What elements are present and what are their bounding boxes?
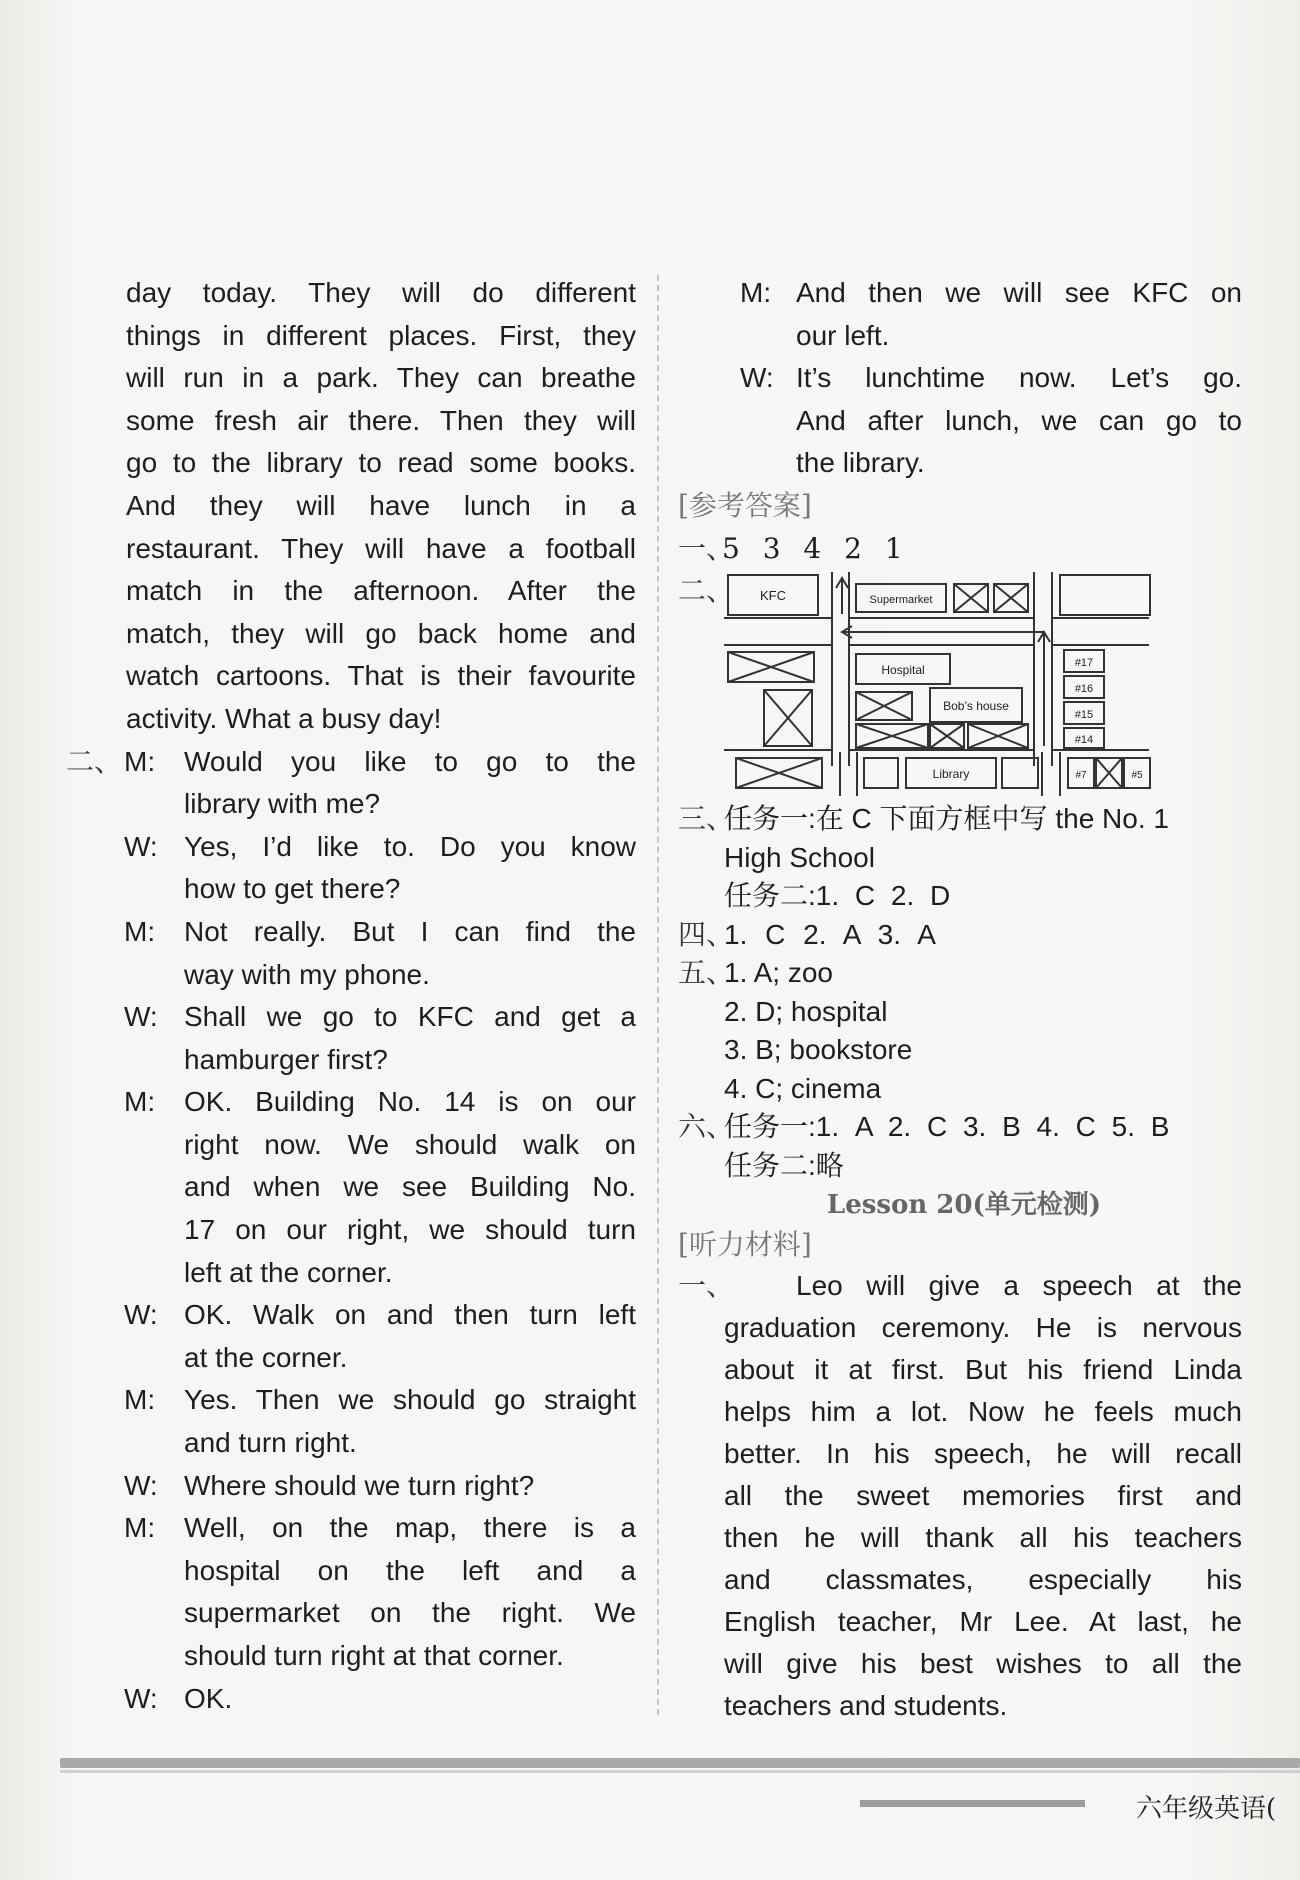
speaker-label (124, 954, 184, 997)
dialog-text: Where should we turn right? (184, 1469, 535, 1501)
dialog-text: 17 on our right, we should turn (184, 1214, 636, 1246)
speaker-label (124, 1337, 184, 1380)
text-line: And they will have lunch in a (126, 489, 636, 521)
section-marker (66, 1209, 124, 1252)
dialog-line (740, 400, 1242, 443)
dialog-line (66, 783, 636, 826)
answer-5-item: 2. D; hospital (724, 995, 888, 1027)
text-line: day today. They will do different (126, 277, 636, 308)
right-column (678, 272, 1242, 1727)
speaker-label (740, 315, 796, 358)
dialog-text: supermarket on the right. We (184, 1597, 636, 1629)
dialog-text: Would you like to go to the (184, 745, 636, 777)
dialog-text: Well, on the map, there is a (184, 1512, 636, 1544)
dialog-line (66, 1507, 636, 1550)
speaker-label (124, 1039, 184, 1082)
answer-5-item: 3. B; bookstore (724, 1034, 913, 1066)
text-line: match, they will go back home and (126, 617, 636, 649)
section-marker: 二、 (66, 744, 123, 778)
text-line: will give his best wishes to all the (724, 1648, 1242, 1680)
dialog-text: should turn right at that corner. (184, 1640, 564, 1671)
dialog-text: hospital on the left and a (184, 1554, 636, 1586)
map-label-b7: #7 (1075, 770, 1087, 782)
answer-5 (678, 954, 1242, 1108)
dialog-text: the library. (796, 447, 925, 479)
answer-5-marker: 五、 (678, 956, 735, 990)
listening-section-1-marker: 一、 (678, 1269, 735, 1303)
speaker-label: W: (124, 830, 158, 862)
answer-3-marker: 三、 (678, 802, 735, 836)
map-label-hospital: Hospital (881, 663, 925, 678)
answer-3-line-1: 任务一:在 C 下面方框中写 the No. 1 (724, 803, 1169, 835)
dialog-text: Yes, I’d like to. Do you know (184, 830, 636, 862)
speaker-label: W: (740, 362, 774, 394)
dialog-text: way with my phone. (184, 958, 430, 990)
dialog-text: and when we see Building No. (184, 1171, 636, 1203)
dialog-text: hamburger first? (184, 1043, 388, 1075)
speaker-label: W: (124, 1001, 158, 1033)
section-marker (66, 1294, 124, 1337)
map-cross (856, 724, 928, 748)
answer-6-line-1: 任务一:1. A 2. C 3. B 4. C 5. B (724, 1111, 1170, 1143)
map-label-b15: #15 (1074, 709, 1094, 722)
section-marker (66, 1422, 124, 1465)
speaker-label (124, 1209, 184, 1252)
dialog-text: left at the corner. (184, 1256, 393, 1288)
text-line: things in different places. First, they (126, 319, 636, 351)
map-cross (930, 724, 964, 748)
answer-6-marker: 六、 (678, 1110, 735, 1144)
section-marker (66, 1379, 124, 1422)
text-line: helps him a lot. Now he feels much (724, 1396, 1242, 1428)
speaker-label (124, 1592, 184, 1635)
footer-rule (60, 1758, 1300, 1768)
speaker-label (124, 1124, 184, 1167)
speaker-label: W: (124, 1682, 158, 1714)
section-marker (66, 1678, 124, 1721)
section-marker (66, 1592, 124, 1635)
dialog-text: our left. (796, 319, 890, 351)
dialog-line (66, 1465, 636, 1508)
map-label-b16: #16 (1074, 683, 1094, 696)
dialog-line (740, 272, 1242, 315)
answer-map-bottom (732, 752, 1172, 796)
column-divider (657, 275, 659, 1715)
speaker-label (124, 1635, 184, 1678)
section-marker (66, 1166, 124, 1209)
listening-section-1 (678, 1265, 1242, 1727)
answer-2 (678, 570, 1242, 766)
answer-4-marker: 四、 (678, 917, 735, 951)
text-line: graduation ceremony. He is nervous (724, 1312, 1242, 1344)
answer-6-line-2: 任务二:略 (724, 1149, 844, 1181)
dialog-text: Not really. But I can find the (184, 915, 636, 947)
dialog-line (66, 1635, 636, 1678)
map-cross (856, 692, 912, 720)
text-line: and classmates, especially his (724, 1564, 1242, 1596)
section-marker (66, 1550, 124, 1593)
dialog-text: And after lunch, we can go to (796, 404, 1242, 436)
dialog-line (740, 442, 1242, 485)
map-label-b17: #17 (1074, 657, 1094, 670)
dialog-line (66, 996, 636, 1039)
dialog-line (66, 1678, 636, 1721)
footer-rule-thin (60, 1770, 1300, 1773)
speaker-label: M: (124, 1086, 156, 1118)
section-marker (66, 1124, 124, 1167)
dialog-line (66, 826, 636, 869)
text-line: will run in a park. They can breathe (126, 362, 636, 394)
section-marker (66, 868, 124, 911)
text-line: better. In his speech, he will recall (724, 1438, 1242, 1470)
answer-map (724, 570, 1164, 766)
answer-3 (678, 800, 1242, 916)
answer-3-line-3: 任务二:1. C 2. D (724, 880, 951, 912)
dialog-line (66, 1337, 636, 1380)
map-cross (728, 652, 814, 682)
dialog-line (66, 741, 636, 784)
listening-paragraph (126, 272, 636, 741)
dialog-text: OK. Walk on and then turn left (184, 1299, 636, 1331)
dialog-text: Yes. Then we should go straight (184, 1384, 636, 1416)
dialogue-section-2 (66, 741, 636, 1721)
speaker-label (124, 783, 184, 826)
dialog-text: how to get there? (184, 873, 401, 905)
speaker-label: M: (124, 1384, 156, 1416)
map-label-b14: #14 (1074, 734, 1094, 747)
dialog-text: Shall we go to KFC and get a (184, 1001, 636, 1033)
dialog-line (66, 911, 636, 954)
map-cross (994, 584, 1028, 612)
text-line: some fresh air there. Then they will (126, 404, 636, 436)
section-marker (66, 1039, 124, 1082)
text-line: about it at first. But his friend Linda (724, 1354, 1242, 1386)
speaker-label (124, 1252, 184, 1295)
section-marker (66, 996, 124, 1039)
answer-4 (678, 916, 1242, 955)
dialog-line (66, 1294, 636, 1337)
answer-1-marker: 一、 (678, 531, 735, 565)
section-marker (66, 1635, 124, 1678)
text-line: then he will thank all his teachers (724, 1522, 1242, 1554)
answer-4-text: 1. C 2. A 3. A (724, 918, 936, 950)
speaker-label (124, 1166, 184, 1209)
dialog-line (66, 1379, 636, 1422)
answer-2-marker: 二、 (678, 574, 735, 608)
dialog-text: OK. (184, 1682, 233, 1714)
speaker-label: M: (740, 277, 772, 308)
text-line: Leo will give a speech at the (796, 1270, 1242, 1302)
dialog-line (66, 1252, 636, 1295)
dialog-text: It’s lunchtime now. Let’s go. (796, 362, 1242, 394)
footer-stub (860, 1800, 1085, 1807)
dialog-line (66, 1592, 636, 1635)
section-marker (66, 954, 124, 997)
section-marker (66, 826, 124, 869)
text-line: go to the library to read some books. (126, 447, 636, 479)
dialog-text: at the corner. (184, 1341, 348, 1373)
section-marker (66, 1465, 124, 1508)
text-line: English teacher, Mr Lee. At last, he (724, 1606, 1242, 1638)
map-cross (968, 724, 1028, 748)
section-marker (66, 1337, 124, 1380)
dialog-line (740, 315, 1242, 358)
answers-header: [参考答案] (678, 488, 812, 522)
map-cross (764, 690, 812, 746)
speaker-label (740, 400, 796, 443)
text-line: activity. What a busy day! (126, 702, 442, 734)
map-road-edge (832, 572, 849, 766)
dialog-line (66, 1550, 636, 1593)
speaker-label: W: (124, 1299, 158, 1331)
answer-5-item: 4. C; cinema (724, 1072, 882, 1104)
lesson-title: Lesson 20(单元检测) (826, 1190, 1102, 1221)
dialog-line (66, 1124, 636, 1167)
dialog-line (66, 1166, 636, 1209)
speaker-label: M: (124, 1512, 156, 1544)
text-line: match in the afternoon. After the (126, 575, 636, 607)
dialog-line (740, 357, 1242, 400)
footer-text: 六年级英语( (1136, 1794, 1277, 1824)
section-marker (66, 783, 124, 826)
dialog-text: right now. We should walk on (184, 1128, 636, 1160)
dialog-line (66, 1422, 636, 1465)
map-cross (954, 584, 988, 612)
section-marker (66, 1252, 124, 1295)
dialog-line (66, 868, 636, 911)
left-column (66, 272, 636, 1720)
speaker-label (740, 442, 796, 485)
answer-6 (678, 1108, 1242, 1185)
dialogue-continuation (740, 272, 1242, 485)
dialog-text: OK. Building No. 14 is on our (184, 1086, 636, 1118)
section-marker (66, 911, 124, 954)
dialog-text: library with me? (184, 788, 381, 820)
answer-1 (678, 528, 1242, 571)
dialog-text: And then we will see KFC on (796, 277, 1242, 308)
answer-1-text: 5 3 4 2 1 (722, 531, 903, 565)
section-marker (66, 1507, 124, 1550)
dialog-line (66, 1209, 636, 1252)
dialog-line (66, 1081, 636, 1124)
speaker-label (124, 1422, 184, 1465)
map-label-bobs-house: Bob’s house (943, 699, 1009, 714)
listening-header: [听力材料] (678, 1228, 812, 1262)
listening-paragraph-2 (724, 1265, 1242, 1727)
text-line: watch cartoons. That is their favourite (126, 660, 636, 692)
text-line: all the sweet memories first and (724, 1480, 1242, 1512)
map-label-kfc: KFC (760, 588, 786, 604)
text-line: teachers and students. (724, 1690, 1008, 1722)
speaker-label: M: (124, 745, 156, 777)
answer-3-line-2: High School (724, 841, 875, 873)
map-label-b5: #5 (1131, 770, 1143, 782)
speaker-label (124, 868, 184, 911)
map-label-library: Library (932, 767, 970, 782)
map-label-supermarket: Supermarket (869, 594, 933, 607)
speaker-label: W: (124, 1469, 158, 1501)
section-marker (66, 1081, 124, 1124)
dialog-text: and turn right. (184, 1427, 357, 1459)
text-line: restaurant. They will have a football (126, 532, 636, 564)
speaker-label (124, 1550, 184, 1593)
dialog-line (66, 1039, 636, 1082)
answer-5-item: 1. A; zoo (724, 957, 833, 989)
map-empty-box (1060, 575, 1150, 615)
dialog-line (66, 954, 636, 997)
speaker-label: M: (124, 915, 156, 947)
